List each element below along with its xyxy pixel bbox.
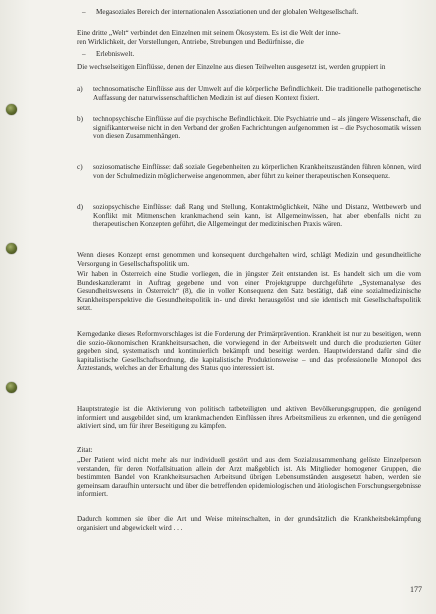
paragraph-zitat: „Der Patient wird nicht mehr als nur individuell gestört und aus dem Sozialzusammenhang gelöste Einzelperson verstanden, für deren Notfallsituation allein der Arzt maßgeblich ist. Als Mitglieder homogener Gruppen, die bestimmten Bandel von Krankheitsursachen Arbeitsund übrigen Lebensumständen ausgesetzt haben, werden sie gemeinsam daraufhin untersucht und über die betreffenden epidemiologischen und ätiologischen Forschungsergebnisse informiert. [77, 456, 421, 499]
zitat-label: Zitat: [77, 446, 93, 454]
list-item-a [77, 85, 421, 102]
paragraph-hauptstrategie: Hauptstrategie ist die Aktivierung von politisch tatbeteiligten und aktiven Bevölkerungsgruppen, die genügend informiert und ausgebildet sind, um krankmachenden Einflüssen ihres Arbeitsmilieus zu erkennen, und die genügend aktiviert sind, um für ihrer Beseitigung zu kämpfen. [77, 405, 421, 431]
binder-hole-middle [6, 243, 17, 254]
paragraph-dadurch: Dadurch kommen sie über die Art und Weise miteinschalten, in der grundsätzlich die Krankheitsbekämpfung organisiert und abgewickelt wird . . . [77, 515, 421, 532]
intro-paragraph [77, 29, 421, 46]
item-marker: c) [77, 163, 83, 171]
item-marker: b) [77, 115, 83, 123]
list-item-d [77, 203, 421, 229]
intro-line-1: Eine dritte „Welt“ verbindet den Einzelnen mit seinem Ökosystem. Es ist die Welt der inne- [77, 29, 341, 37]
bullet-marker: – [82, 8, 86, 16]
bullet-erlebniswelt [82, 50, 420, 59]
page-number: 177 [410, 585, 422, 594]
item-text: technopsychische Einflüsse auf die psychische Befindlichkeit. Die Psychiatrie und – als jüngere Wissenschaft, die signifikanterweise nicht in den Verband der großen Fachrichtungen aufgenommen ist – die Psychosomatik wissen von diesen Zusammenhängen. [93, 115, 421, 141]
bullet-text: Megasoziales Bereich der internationalen Assoziationen und der globalen Weltgesellschaft. [96, 8, 359, 16]
bullet-megasozial [82, 8, 420, 17]
bullet-marker: – [82, 50, 86, 58]
bullet-text: Erlebniswelt. [96, 50, 135, 58]
list-item-c [77, 163, 421, 180]
item-text: soziosomatische Einflüsse: daß soziale Gegebenheiten zu körperlichen Krankheitszuständen führen können, wird von der Schulmedizin möglicherweise angenommen, aber führt zu keiner therapeutischen Konsequenz. [93, 163, 421, 180]
item-marker: a) [77, 85, 83, 93]
item-text: soziopsychische Einflüsse: daß Rang und Stellung, Kontaktmöglichkeit, Nähe und Distanz, Wettbewerb und Konflikt mit Mitmenschen krankmachend sein kann, ist Allgemeinwissen, hat aber ebenfalls nicht zu therapeutischen Konzepten geführt, die Allgemeingut der medizinischen Praxis wären. [93, 203, 421, 229]
influence-intro: Die wechselseitigen Einflüsse, denen der Einzelne aus diesen Teilwelten ausgesetzt ist, werden gruppiert in [77, 63, 386, 71]
item-text: technosomatische Einflüsse aus der Umwelt auf die körperliche Befindlichkeit. Die traditionelle pathogenetische Auffassung der naturwissenschaftlichen Medizin ist auf diesen Kontext fixiert. [93, 85, 421, 102]
intro-line-2: ren Wirklichkeit, der Vorstellungen, Antriebe, Strebungen und Bedürfnisse, die [77, 37, 304, 46]
paragraph-konzept: Wenn dieses Konzept ernst genommen und konsequent durchgehalten wird, schlägt Medizin und gesundheitliche Versorgung in Gesellschaftspolitik um. [77, 251, 421, 268]
list-item-b [77, 115, 421, 141]
binder-hole-top [6, 104, 17, 115]
paragraph-reform: Kerngedanke dieses Reformvorschlages ist die Forderung der Primärprävention. Krankheit ist nur zu beseitigen, wenn die sozio-ökonomischen Krankheitsursachen, die vorwiegend in der Arbeitswelt und durch die produzierten Güter gegeben sind, systematisch und kontinuierlich bekämpft und beseitigt werden. Hauptwiderstand dafür sind die kapitalistische Gesellschaftsordnung, die kapitalistische Produktionsweise – und das professionelle Monopol des Ärztestands, welches an der Erhaltung des Status quo interessiert ist. [77, 330, 421, 373]
item-marker: d) [77, 203, 83, 211]
paragraph-studie: Wir haben in Österreich eine Studie vorliegen, die in jüngster Zeit entstanden ist. Es handelt sich um die vom Bundeskanzleramt in Auftrag gegebene und von einer Projektgruppe durchgeführte „Systemanalyse des Gesundheitswesens in Österreich“ (8), die in voller Konsequenz den Satz bestätigt, daß eine sozialmedizinische Krankheitsperspektive die Gesundheitspolitik in- und direkt herausgelöst und sie identisch mit Gesellschaftspolitik setzt. [77, 270, 421, 313]
binder-hole-bottom [6, 382, 17, 393]
